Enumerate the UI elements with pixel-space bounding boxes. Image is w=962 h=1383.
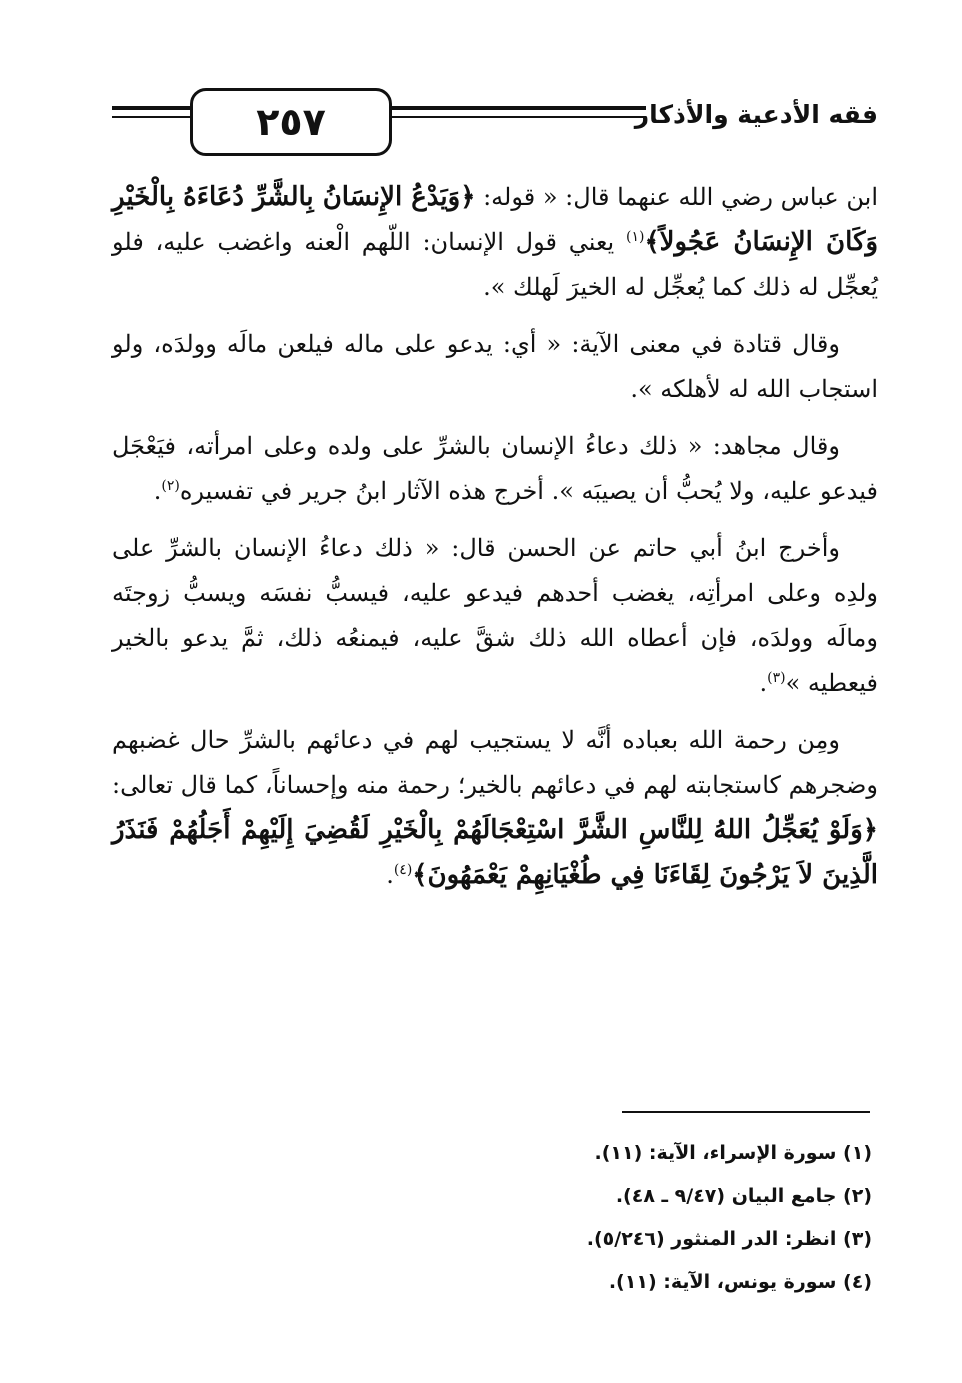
text-segment: وأخرج ابنُ أبي حاتم عن الحسن قال: « ذلك دعاءُ الإنسان بالشرِّ على ولدِه وعلى امرأتِه، يغضب أحدهم فيدعو عليه، فيسبُّ نفسَه ويسبُّ زوجتَه ومالَه وولدَه، فإن أعطاه الله ذلك شقَّ عليه، فيمنعُه ذلك، ثمَّ يدعو بالخير فيعطيه » (112, 534, 878, 697)
quran-verse: ﴿وَيَدْعُ الإِنسَانُ بِالشَّرِّ دُعَاءَهُ بِالْخَيْرِ وَكَانَ الإِنسَانُ عَجُولاً﴾ (112, 182, 879, 257)
text-segment: ابن عباس رضي الله عنهما قال: « قوله: (475, 183, 879, 211)
body-text (112, 175, 878, 910)
text-segment: يعني قول الإنسان: اللّهم الْعنه واغضب عليه، فلو يُعجِّل له ذلك كما يُعجِّل له الخيرَ لَهلك ». (112, 228, 878, 301)
text-segment: وقال مجاهد: « ذلك دعاءُ الإنسان بالشرِّ على ولده وعلى امرأته، فيَعْجَل فيدعو عليه، ولا يُحبُّ أن يصيبَه ». أخرج هذه الآثار ابنُ جرير في تفسيره (112, 432, 878, 505)
footnotes (112, 1132, 872, 1304)
text-segment: . (759, 669, 768, 697)
running-title: فقه الأدعية والأذكار (634, 100, 878, 129)
footnote: (١) سورة الإسراء، الآية: (١١). (594, 1142, 872, 1164)
paragraph (112, 322, 878, 412)
text-segment: . (153, 477, 162, 505)
text-segment: . (386, 861, 394, 889)
footnote: (٢) جامع البيان (٩/٤٧ ـ ٤٨). (615, 1185, 872, 1207)
footnote-ref: (٤) (393, 862, 413, 878)
footnote-ref: (٣) (767, 670, 786, 686)
header-rule-left-bottom (112, 116, 192, 118)
footnote-ref: (٢) (161, 478, 180, 494)
header-rule-right-bottom (388, 116, 646, 118)
page-header (112, 88, 878, 152)
footnote: (٤) سورة يونس، الآية: (١١). (608, 1271, 872, 1293)
text-segment: وقال قتادة في معنى الآية: « أي: يدعو على ماله فيلعن مالَه وولدَه، ولو استجاب الله له لأهلكه ». (112, 330, 878, 403)
quran-verse: ﴿وَلَوْ يُعَجِّلُ اللهُ لِلنَّاسِ الشَّرَّ اسْتِعْجَالَهُمْ بِالْخَيْرِ لَقُضِيَ إِلَيْهِمْ أَجَلُهُمْ فَنَذَرُ الَّذِينَ لاَ يَرْجُونَ لِقَاءَنَا فِي طُغْيَانِهِمْ يَعْمَهُونَ﴾ (112, 815, 878, 890)
paragraph (112, 718, 878, 898)
footnote-divider (622, 1111, 870, 1113)
header-rule-left-top (112, 106, 192, 110)
text-segment: ومِن رحمة الله بعباده أنَّه لا يستجيب لهم في دعائهم بالشرِّ حال غضبهم وضجرهم كاستجابته لهم في دعائهم بالخير؛ رحمة منه وإحساناً، كما قال تعالى: (112, 726, 878, 799)
footnote: (٣) انظر: الدر المنثور (٥/٢٤٦). (586, 1228, 872, 1250)
header-rule-right-top (388, 106, 646, 110)
page-number: ٢٥٧ (190, 88, 392, 156)
paragraph (112, 424, 878, 514)
paragraph (112, 175, 878, 310)
footnote-ref: (١) (625, 229, 645, 245)
paragraph (112, 526, 878, 706)
